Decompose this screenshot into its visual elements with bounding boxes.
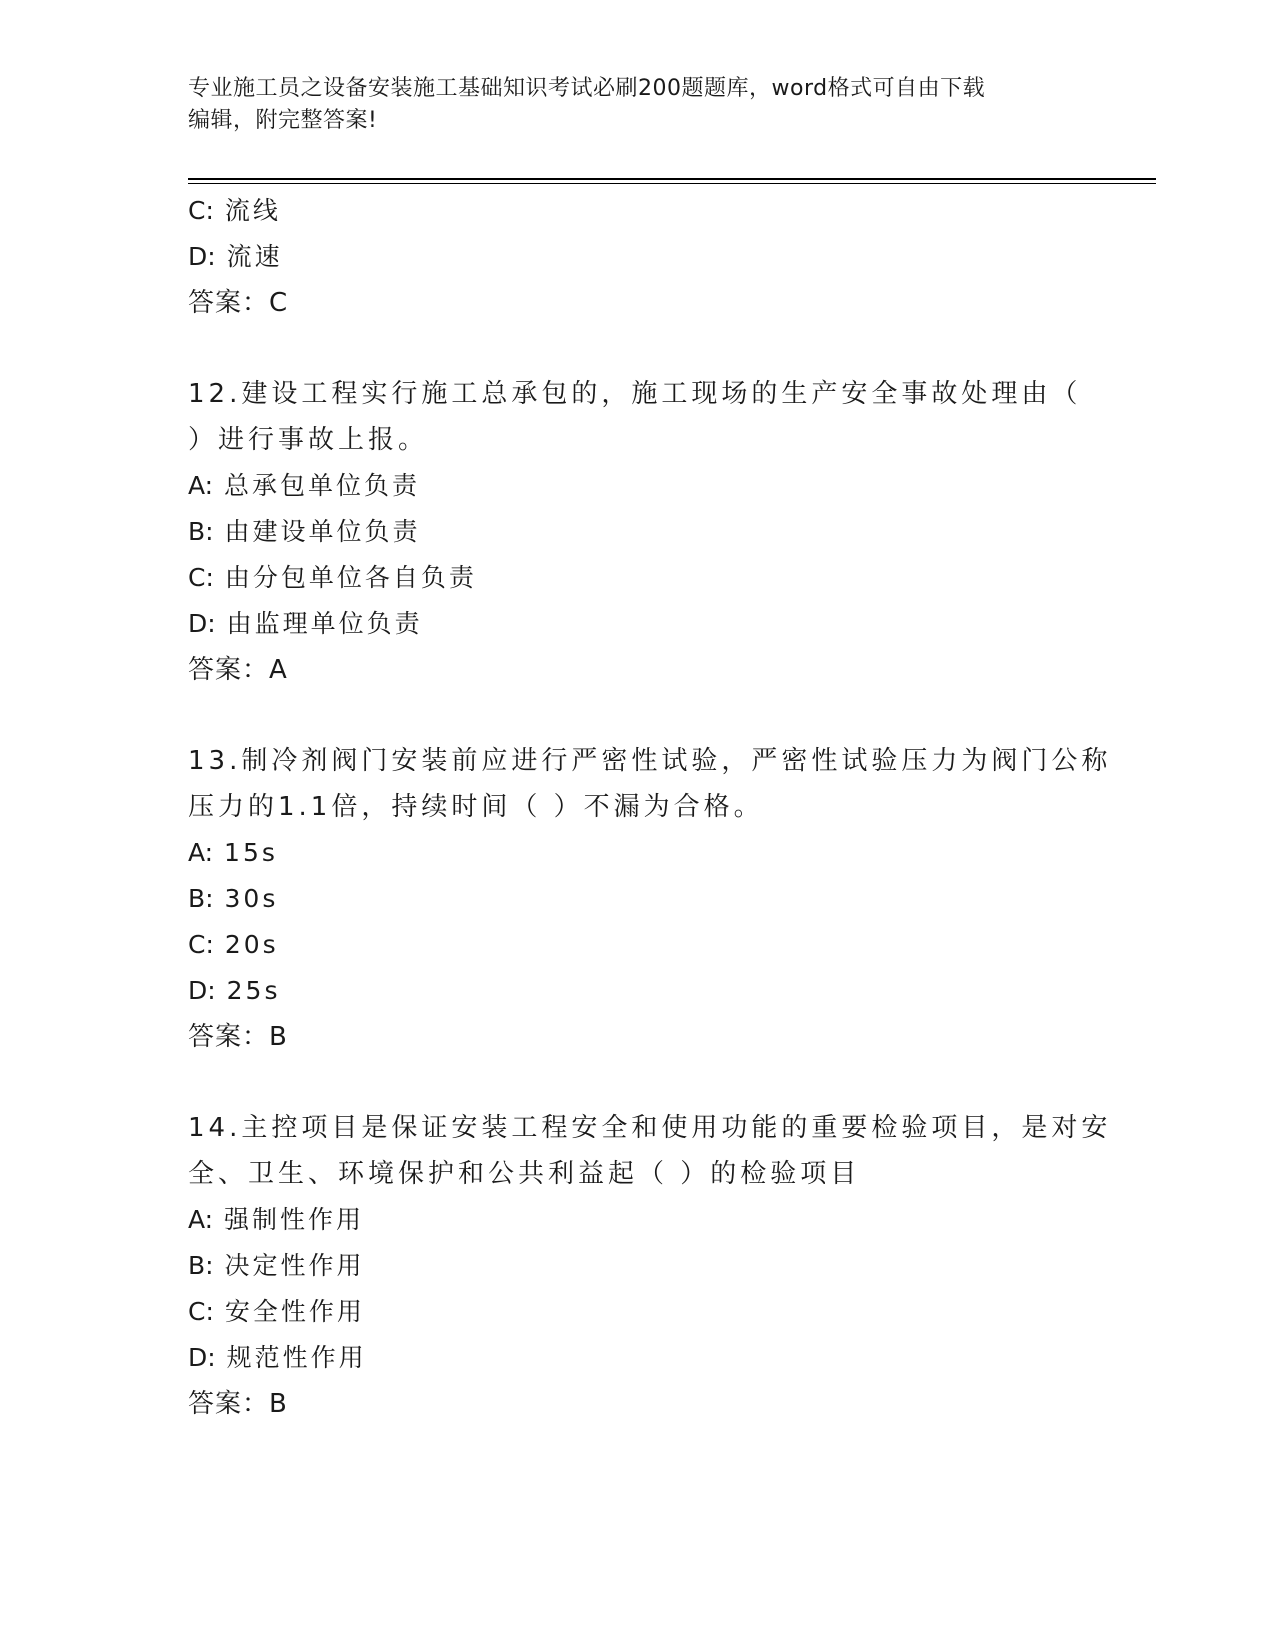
option-c: C: 20s [188, 930, 279, 959]
option-c: C: 流线 [188, 196, 281, 225]
answer-line: 答案：A [188, 655, 288, 685]
question-stem: 14.主控项目是保证安装工程安全和使用功能的重要检验项目，是对安 全、卫生、环境保护和公共利益起（ ）的检验项目 [188, 1113, 1112, 1189]
question-13 [188, 738, 1112, 1060]
option-d: D: 规范性作用 [188, 1343, 367, 1372]
option-d: D: 由监理单位负责 [188, 609, 423, 638]
question-12 [188, 371, 1088, 693]
answer-line: 答案：C [188, 288, 289, 318]
question-stem: 12.建设工程实行施工总承包的，施工现场的生产安全事故处理由（ ）进行事故上报。 [188, 379, 1082, 455]
option-b: B: 30s [188, 884, 279, 913]
partial-question [188, 188, 1088, 326]
option-b: B: 由建设单位负责 [188, 517, 421, 546]
answer-line: 答案：B [188, 1022, 288, 1052]
option-c: C: 安全性作用 [188, 1297, 365, 1326]
document-header [188, 73, 1088, 137]
header-line-2: 编辑，附完整答案! [188, 108, 378, 133]
header-line-1: 专业施工员之设备安装施工基础知识考试必刷200题题库，word格式可自由下载 [188, 76, 986, 101]
header-divider-thin [188, 183, 1156, 184]
header-divider-thick [188, 178, 1156, 180]
option-d: D: 25s [188, 976, 281, 1005]
question-stem: 13.制冷剂阀门安装前应进行严密性试验，严密性试验压力为阀门公称 压力的1.1倍，持续时间（ ）不漏为合格。 [188, 746, 1112, 822]
option-c: C: 由分包单位各自负责 [188, 563, 477, 592]
option-d: D: 流速 [188, 242, 283, 271]
option-a: A: 强制性作用 [188, 1205, 365, 1234]
answer-line: 答案：B [188, 1389, 288, 1419]
option-b: B: 决定性作用 [188, 1251, 365, 1280]
option-a: A: 15s [188, 838, 278, 867]
option-a: A: 总承包单位负责 [188, 471, 421, 500]
question-14 [188, 1105, 1112, 1427]
question-content [188, 188, 1112, 1427]
